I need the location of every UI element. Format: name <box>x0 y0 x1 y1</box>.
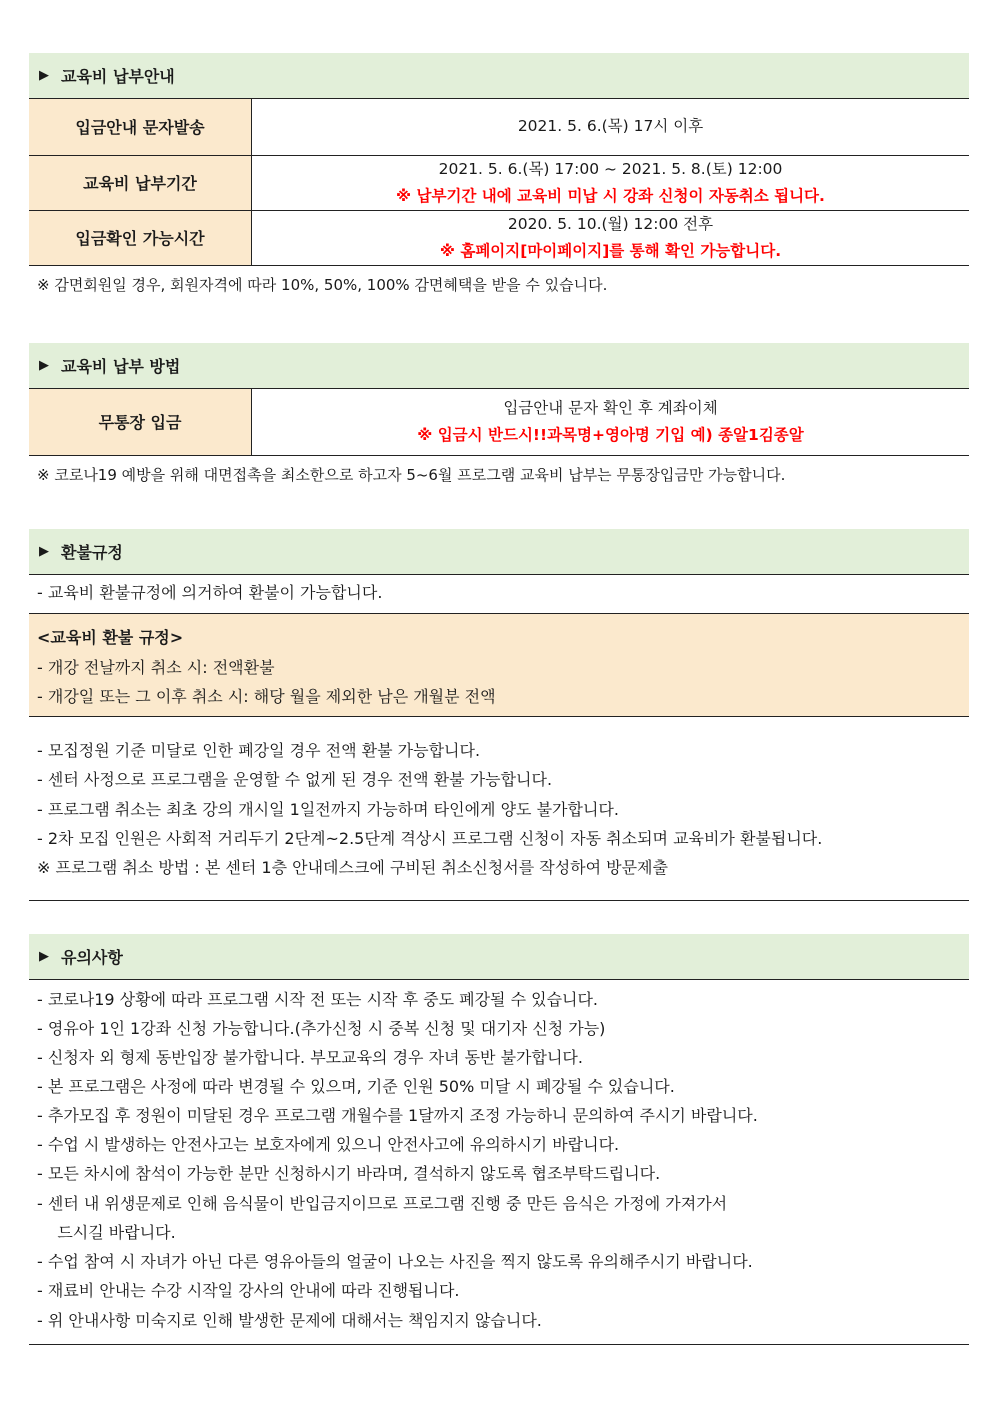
list-item: - 코로나19 상황에 따라 프로그램 시작 전 또는 시작 후 중도 폐강될 수 있습니다. <box>37 990 599 1009</box>
list-item: - 개강 전날까지 취소 시: 전액환불 <box>37 658 275 677</box>
section-title: 유의사항 <box>61 948 123 967</box>
list-item: - 영유아 1인 1강좌 신청 가능합니다.(추가신청 시 중복 신청 및 대기자 신청 가능) <box>37 1019 606 1038</box>
list-item: - 모든 차시에 참석이 가능한 분만 신청하시기 바라며, 결석하지 않도록 협조부탁드립니다. <box>37 1164 661 1183</box>
table-row <box>29 155 969 210</box>
section-header-payment-info <box>29 53 969 99</box>
row-value: 2021. 5. 6.(목) 17시 이후 <box>517 117 704 136</box>
row-label: 교육비 납부기간 <box>29 155 252 210</box>
payment-method-table <box>29 389 969 456</box>
table-row <box>29 389 969 455</box>
section-title: 교육비 납부안내 <box>61 67 175 86</box>
list-item: - 위 안내사항 미숙지로 인해 발생한 문제에 대해서는 책임지지 않습니다. <box>37 1311 542 1330</box>
list-item: - 수업 시 발생하는 안전사고는 보호자에게 있으니 안전사고에 유의하시기 바랍니다. <box>37 1135 620 1154</box>
row-warning: ※ 납부기간 내에 교육비 미납 시 강좌 신청이 자동취소 됩니다. <box>396 186 825 205</box>
section-title: 환불규정 <box>61 543 123 562</box>
table-row <box>29 99 969 155</box>
list-item: - 본 프로그램은 사정에 따라 변경될 수 있으며, 기준 인원 50% 미달 시 폐강될 수 있습니다. <box>37 1077 675 1096</box>
list-item: ※ 프로그램 취소 방법 : 본 센터 1층 안내데스크에 구비된 취소신청서를 작성하여 방문제출 <box>37 858 668 877</box>
triangle-bullet-icon: ▶ <box>39 949 49 964</box>
list-item: - 추가모집 후 정원이 미달된 경우 프로그램 개월수를 1달까지 조정 가능하니 문의하여 주시기 바랍니다. <box>37 1106 758 1125</box>
section-title: 교육비 납부 방법 <box>61 357 181 376</box>
row-label: 무통장 입금 <box>29 389 252 455</box>
covid-note: ※ 코로나19 예방을 위해 대면접촉을 최소한으로 하고자 5~6월 프로그램 교육비 납부는 무통장입금만 가능합니다. <box>37 466 786 484</box>
discount-note: ※ 감면회원일 경우, 회원자격에 따라 10%, 50%, 100% 감면혜택을 받을 수 있습니다. <box>37 276 608 294</box>
triangle-bullet-icon: ▶ <box>39 358 49 373</box>
row-label: 입금안내 문자발송 <box>29 99 252 155</box>
refund-rule-title: <교육비 환불 규정> <box>37 628 184 647</box>
list-item: - 프로그램 취소는 최초 강의 개시일 1일전까지 가능하며 타인에게 양도 불가합니다. <box>37 800 619 819</box>
divider <box>29 900 969 901</box>
divider <box>29 1344 969 1345</box>
list-item: - 수업 참여 시 자녀가 아닌 다른 영유아들의 얼굴이 나오는 사진을 찍지 않도록 유의해주시기 바랍니다. <box>37 1252 753 1271</box>
section-header-notes <box>29 934 969 980</box>
row-label: 입금확인 가능시간 <box>29 210 252 265</box>
row-value: 2020. 5. 10.(월) 12:00 전후 <box>507 214 714 233</box>
list-item: - 개강일 또는 그 이후 취소 시: 해당 월을 제외한 남은 개월분 전액 <box>37 687 496 706</box>
list-item: - 재료비 안내는 수강 시작일 강사의 안내에 따라 진행됩니다. <box>37 1281 460 1300</box>
row-value: 입금안내 문자 확인 후 계좌이체 <box>503 398 718 417</box>
list-item: - 신청자 외 형제 동반입장 불가합니다. 부모교육의 경우 자녀 동반 불가합니다. <box>37 1048 583 1067</box>
list-item: - 모집정원 기준 미달로 인한 폐강일 경우 전액 환불 가능합니다. <box>37 741 481 760</box>
refund-intro: - 교육비 환불규정에 의거하여 환불이 가능합니다. <box>37 583 383 602</box>
list-item-continuation: 드시길 바랍니다. <box>37 1223 176 1242</box>
triangle-bullet-icon: ▶ <box>39 68 49 83</box>
row-value: 2021. 5. 6.(목) 17:00 ~ 2021. 5. 8.(토) 12:00 <box>438 159 783 178</box>
triangle-bullet-icon: ▶ <box>39 544 49 559</box>
list-item: - 센터 내 위생문제로 인해 음식물이 반입금지이므로 프로그램 진행 중 만든 음식은 가정에 가져가서 <box>37 1194 728 1213</box>
payment-info-table <box>29 99 969 266</box>
section-header-refund <box>29 529 969 575</box>
row-warning: ※ 홈페이지[마이페이지]를 통해 확인 가능합니다. <box>439 241 782 260</box>
refund-rule-box <box>29 613 969 717</box>
list-item: - 센터 사정으로 프로그램을 운영할 수 없게 된 경우 전액 환불 가능합니다. <box>37 770 553 789</box>
row-warning: ※ 입금시 반드시!!과목명+영아명 기입 예) 종알1김종알 <box>417 425 804 444</box>
list-item: - 2차 모집 인원은 사회적 거리두기 2단계~2.5단계 격상시 프로그램 신청이 자동 취소되며 교육비가 환불됩니다. <box>37 829 823 848</box>
section-header-payment-method <box>29 343 969 389</box>
table-row <box>29 210 969 265</box>
